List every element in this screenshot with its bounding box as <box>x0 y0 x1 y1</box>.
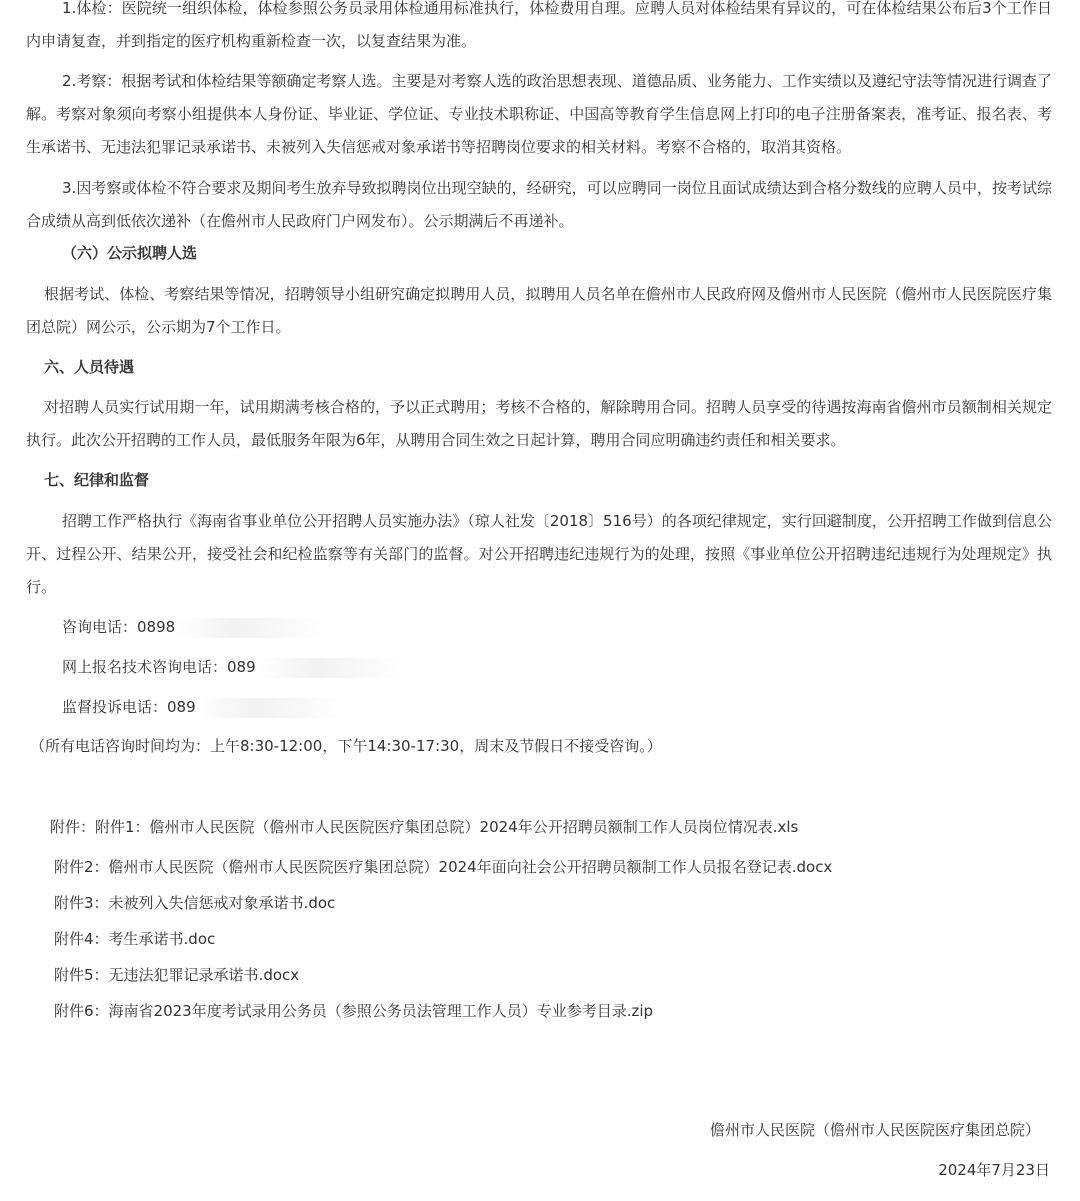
contact-tech-phone <box>62 651 406 684</box>
paragraph-inspection: 2.考察：根据考试和体检结果等额确定考察人选。主要是对考察人选的政治思想表现、道德品质、业务能力、工作实绩以及遵纪守法等情况进行调查了解。考察对象须向考察小组提供本人身份证、毕业证、学位证、专业技术职称证、中国高等教育学生信息网上打印的电子注册备案表，准考证、报名表、考生承诺书、无违法犯罪记录承诺书、未被列入失信惩戒对象承诺书等招聘岗位要求的相关材料。考察不合格的，取消其资格。 <box>26 72 1052 156</box>
heading-personnel-treatment: 六、人员待遇 <box>44 358 135 376</box>
redacted-phone-mask <box>196 698 346 718</box>
redacted-phone-mask <box>175 618 325 638</box>
attachment-4-link[interactable]: 附件4：考生承诺书.doc <box>54 930 216 948</box>
contact-tech-label: 网上报名技术咨询电话：089 <box>62 658 256 676</box>
attachment-3-link[interactable]: 附件3：未被列入失信惩戒对象承诺书.doc <box>54 894 336 912</box>
footer-date: 2024年7月23日 <box>938 1161 1050 1179</box>
attachment-4[interactable] <box>54 923 215 956</box>
attachment-5-link[interactable]: 附件5：无违法犯罪记录承诺书.docx <box>54 966 300 984</box>
attachment-3[interactable] <box>54 887 335 920</box>
attachment-2-link[interactable]: 附件2：儋州市人民医院（儋州市人民医院医疗集团总院）2024年面向社会公开招聘员额制工作人员报名登记表.docx <box>54 858 833 876</box>
attachment-6[interactable] <box>54 995 653 1028</box>
paragraph-personnel-treatment: 对招聘人员实行试用期一年，试用期满考核合格的，予以正式聘用；考核不合格的，解除聘用合同。招聘人员享受的待遇按海南省儋州市员额制相关规定执行。此次公开招聘的工作人员，最低服务年限为6年，从聘用合同生效之日起计算，聘用合同应明确违约责任和相关要求。 <box>26 398 1052 449</box>
paragraph-discipline-supervision: 招聘工作严格执行《海南省事业单位公开招聘人员实施办法》（琼人社发〔2018〕516号）的各项纪律规定，实行回避制度，公开招聘工作做到信息公开、过程公开、结果公开，接受社会和纪检监察等有关部门的监督。对公开招聘违纪违规行为的处理，按照《事业单位公开招聘违纪违规行为处理规定》执行。 <box>26 512 1052 596</box>
paragraph-public-notice: 根据考试、体检、考察结果等情况，招聘领导小组研究确定拟聘用人员，拟聘用人员名单在儋州市人民政府网及儋州市人民医院（儋州市人民医院医疗集团总院）网公示，公示期为7个工作日。 <box>26 285 1052 336</box>
attachment-2[interactable] <box>54 851 832 884</box>
contact-consult-label: 咨询电话：0898 <box>62 618 176 636</box>
paragraph-physical-exam: 1.体检：医院统一组织体检，体检参照公务员录用体检通用标准执行，体检费用自理。应聘人员对体检结果有异议的，可在体检结果公布后3个工作日内申请复查，并到指定的医疗机构重新检查一次，以复查结果为准。 <box>26 0 1052 50</box>
contact-complaint-phone <box>62 691 346 724</box>
contact-complaint-label: 监督投诉电话：089 <box>62 698 196 716</box>
attachment-6-link[interactable]: 附件6：海南省2023年度考试录用公务员（参照公务员法管理工作人员）专业参考目录.zip <box>54 1002 654 1020</box>
attachment-1-link[interactable]: 附件：附件1：儋州市人民医院（儋州市人民医院医疗集团总院）2024年公开招聘员额制工作人员岗位情况表.xls <box>50 818 799 836</box>
paragraph-vacancy-replacement: 3.因考察或体检不符合要求及期间考生放弃导致拟聘岗位出现空缺的，经研究，可以应聘同一岗位且面试成绩达到合格分数线的应聘人员中，按考试综合成绩从高到低依次递补（在儋州市人民政府门户网发布）。公示期满后不再递补。 <box>26 179 1052 230</box>
heading-discipline-supervision: 七、纪律和监督 <box>44 471 150 489</box>
redacted-phone-mask <box>256 658 406 678</box>
attachment-5[interactable] <box>54 959 299 992</box>
heading-public-notice: （六）公示拟聘人选 <box>62 244 198 262</box>
contact-consult-phone <box>62 611 325 644</box>
contact-hours-note: （所有电话咨询时间均为：上午8:30-12:00，下午14:30-17:30，周末及节假日不接受咨询。） <box>30 737 662 755</box>
attachment-1[interactable] <box>50 811 798 844</box>
footer-organization: 儋州市人民医院（儋州市人民医院医疗集团总院） <box>709 1121 1040 1139</box>
